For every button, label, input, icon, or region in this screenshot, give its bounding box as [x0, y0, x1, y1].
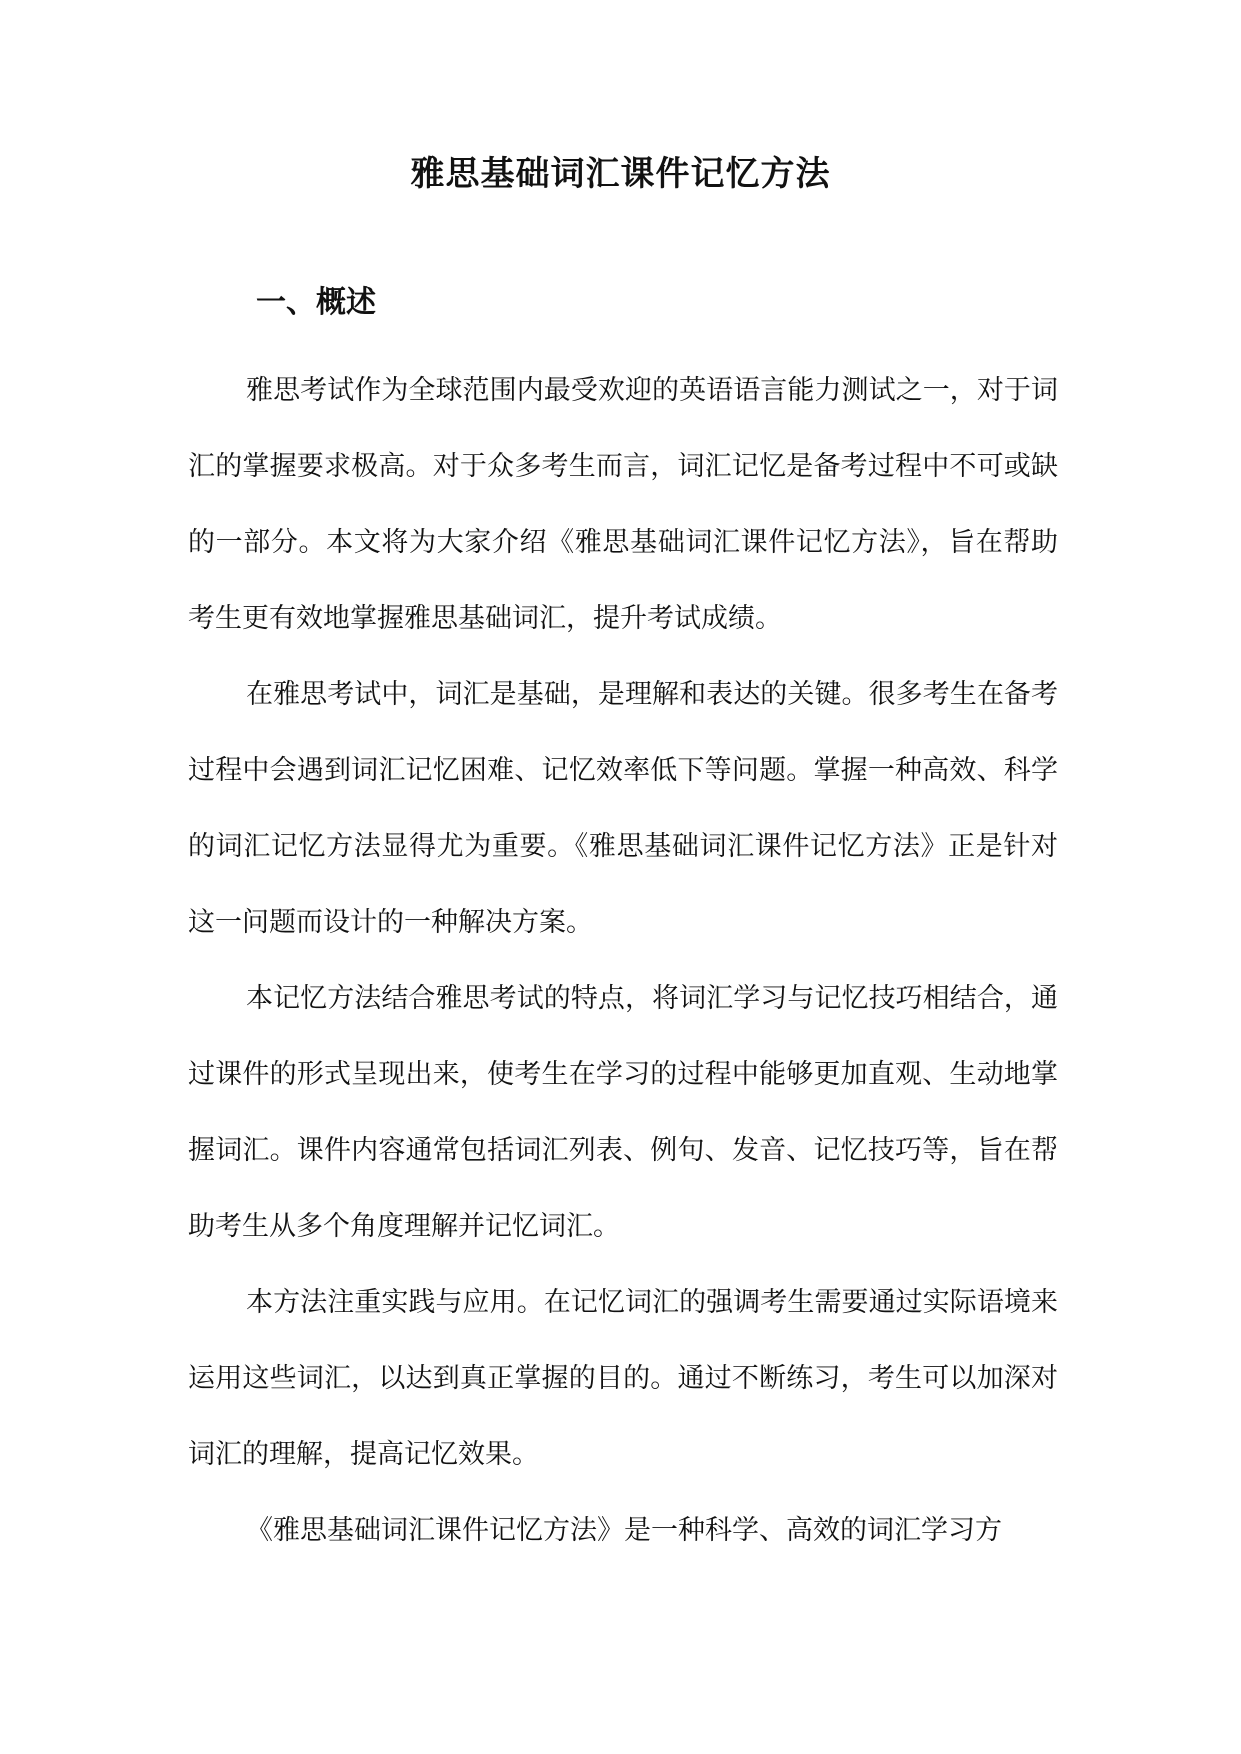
section-heading-overview: 一、概述	[256, 285, 376, 320]
paragraph: 本记忆方法结合雅思考试的特点，将词汇学习与记忆技巧相结合，通过课件的形式呈现出来，使考生在学习的过程中能够更加直观、生动地掌握词汇。课件内容通常包括词汇列表、例句、发音、记忆技巧等，旨在帮助考生从多个角度理解并记忆词汇。	[188, 983, 1058, 1242]
paragraph: 《雅思基础词汇课件记忆方法》是一种科学、高效的词汇学习方	[246, 1515, 1002, 1546]
paragraph: 本方法注重实践与应用。在记忆词汇的强调考生需要通过实际语境来运用这些词汇，以达到真正掌握的目的。通过不断练习，考生可以加深对词汇的理解，提高记忆效果。	[188, 1287, 1058, 1470]
paragraph: 雅思考试作为全球范围内最受欢迎的英语语言能力测试之一，对于词汇的掌握要求极高。对于众多考生而言，词汇记忆是备考过程中不可或缺的一部分。本文将为大家介绍《雅思基础词汇课件记忆方法》，旨在帮助考生更有效地掌握雅思基础词汇，提升考试成绩。	[188, 375, 1058, 634]
document-title: 雅思基础词汇课件记忆方法	[410, 154, 831, 194]
paragraph: 在雅思考试中，词汇是基础，是理解和表达的关键。很多考生在备考过程中会遇到词汇记忆困难、记忆效率低下等问题。掌握一种高效、科学的词汇记忆方法显得尤为重要。《雅思基础词汇课件记忆方法》正是针对这一问题而设计的一种解决方案。	[188, 679, 1058, 938]
